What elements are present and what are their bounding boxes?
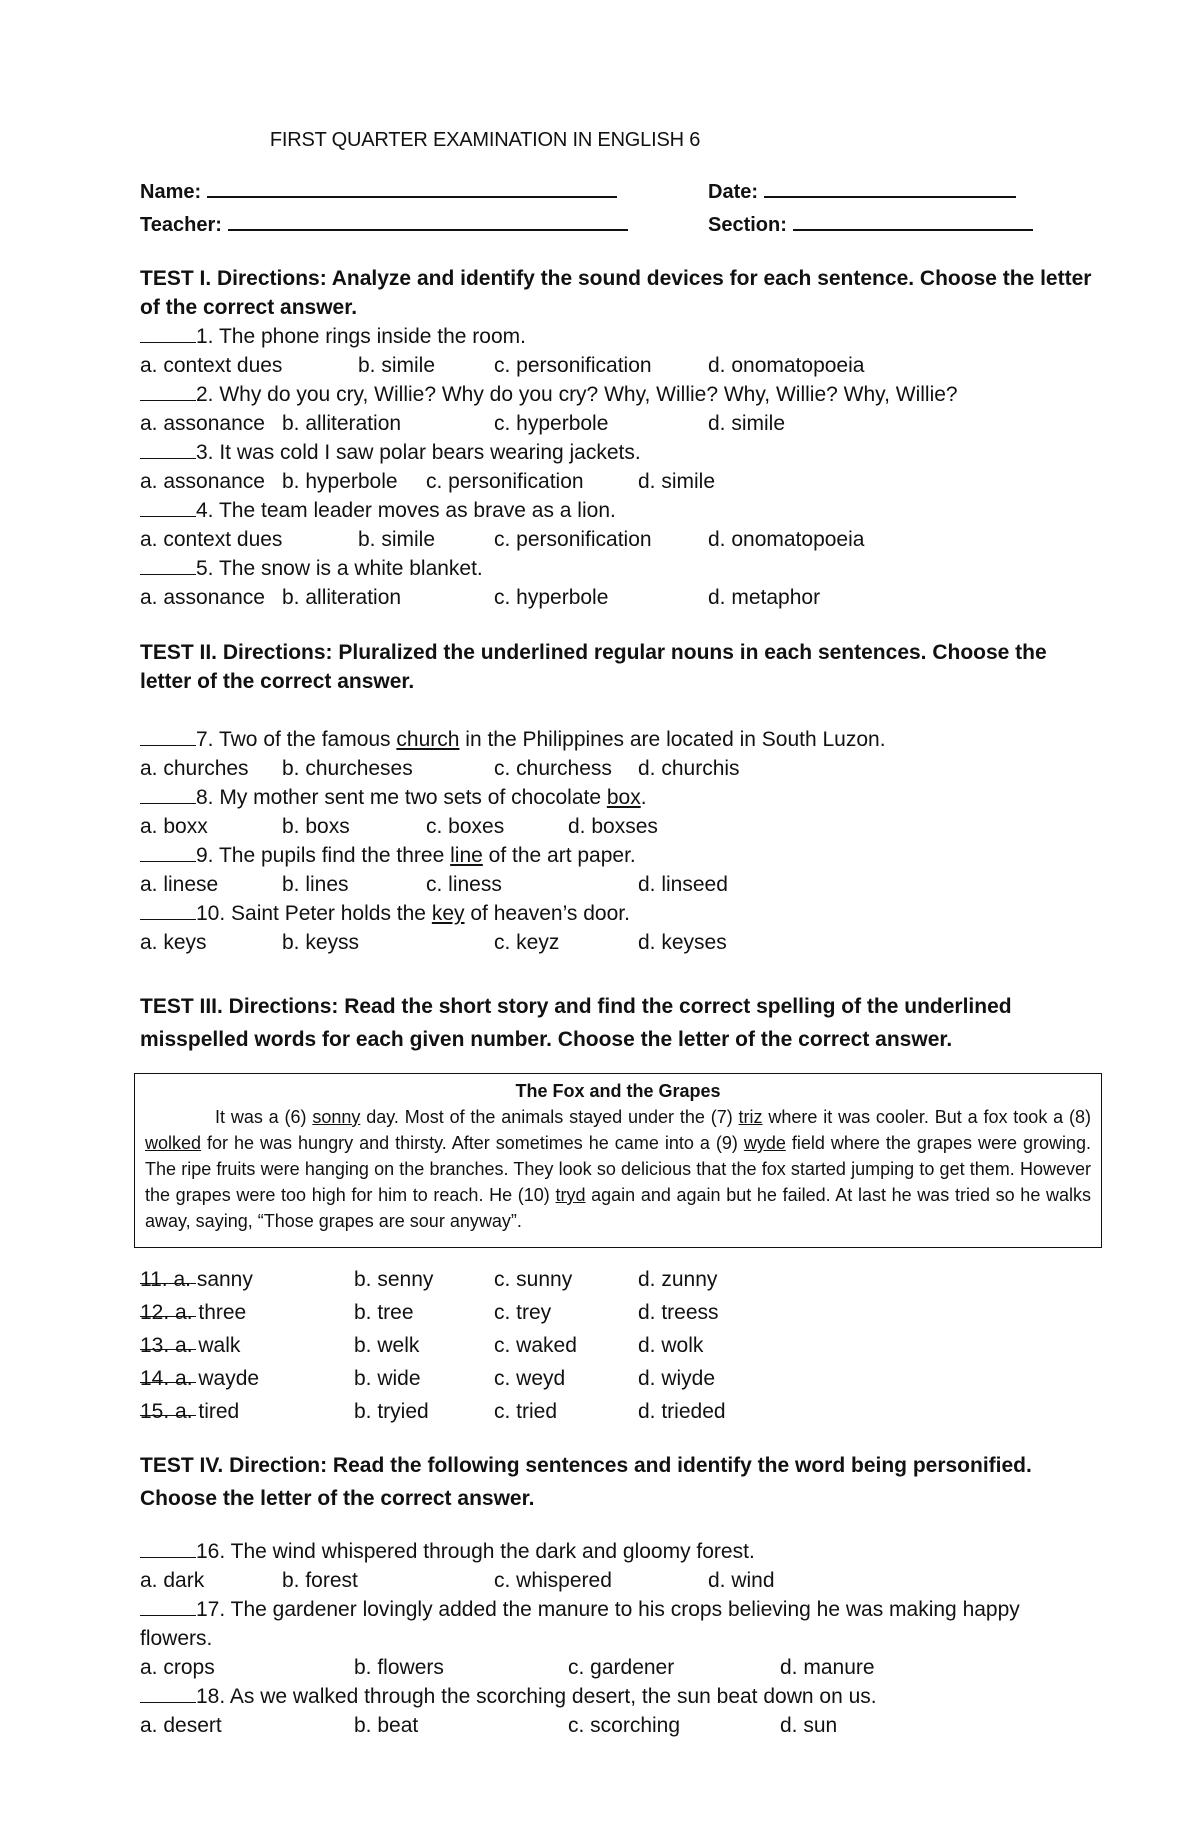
- question-8: 8. My mother sent me two sets of chocolate box.: [140, 783, 1100, 812]
- test1-directions-line2: of the correct answer.: [140, 296, 358, 319]
- answer-blank[interactable]: [140, 1595, 196, 1616]
- name-field: [140, 178, 617, 207]
- option-a: a. crops: [140, 1656, 215, 1679]
- option-c: c. personification: [494, 528, 652, 551]
- test2-directions-line1: TEST II. Directions: Pluralized the underlined regular nouns in each sentences. Choose the: [140, 641, 1047, 664]
- options-5: [140, 583, 1100, 612]
- option-b: b. simile: [358, 354, 436, 377]
- option-d: d. sun: [780, 1714, 838, 1737]
- option-d: d. onomatopoeia: [708, 528, 865, 551]
- misspelled-word-7: triz: [738, 1107, 763, 1127]
- question-14: 14. a. wayde b. wide c. weyd d. wiyde: [140, 1362, 1100, 1395]
- question-11: 11. a. sanny b. senny c. sunny d. zunny: [140, 1263, 1100, 1296]
- option-a: a. assonance: [140, 412, 265, 435]
- options-1: [140, 351, 1100, 380]
- option-b: b. forest: [282, 1569, 358, 1592]
- option-c: c. boxes: [426, 815, 505, 838]
- option-b: b. alliteration: [282, 412, 402, 435]
- test3-items: [140, 1263, 1100, 1428]
- options-7: [140, 754, 1100, 783]
- question-17: 17. The gardener lovingly added the manure to his crops believing he was making happy: [140, 1595, 1100, 1624]
- question-2: 2. Why do you cry, Willie? Why do you cry? Why, Willie? Why, Willie? Why, Willie?: [140, 380, 1100, 409]
- misspelled-word-6: sonny: [312, 1107, 361, 1127]
- exam-title: FIRST QUARTER EXAMINATION IN ENGLISH 6: [269, 129, 701, 151]
- story-title: The Fox and the Grapes: [515, 1081, 721, 1101]
- teacher-field: [140, 211, 628, 240]
- option-d: d. metaphor: [708, 586, 821, 609]
- option-d: d. onomatopoeia: [708, 354, 865, 377]
- section-label: Section:: [708, 214, 787, 236]
- name-line[interactable]: [207, 178, 617, 198]
- option-c: c. liness: [426, 873, 502, 896]
- section-line[interactable]: [793, 211, 1033, 231]
- option-c: c. whispered: [494, 1569, 612, 1592]
- options-10: [140, 928, 1100, 957]
- option-d: d. keyses: [638, 931, 727, 954]
- answer-blank[interactable]: [140, 554, 196, 575]
- option-c: c. personification: [494, 354, 652, 377]
- test4-directions-line2: Choose the letter of the correct answer.: [140, 1487, 535, 1510]
- options-18: [140, 1711, 1100, 1740]
- misspelled-word-8: wolked: [145, 1133, 202, 1153]
- option-b: b. lines: [282, 873, 349, 896]
- date-label: Date:: [708, 181, 759, 203]
- option-a: a. linese: [140, 873, 219, 896]
- question-18: 18. As we walked through the scorching desert, the sun beat down on us.: [140, 1682, 1100, 1711]
- option-c: c. gardener: [568, 1656, 675, 1679]
- option-b: b. simile: [358, 528, 436, 551]
- option-c: c. keyz: [494, 931, 560, 954]
- teacher-line[interactable]: [228, 211, 628, 231]
- option-a: a. context dues: [140, 528, 283, 551]
- answer-blank[interactable]: [140, 1537, 196, 1558]
- question-5: 5. The snow is a white blanket.: [140, 554, 1100, 583]
- option-a: a. churches: [140, 757, 249, 780]
- question-12: 12. a. three b. tree c. trey d. treess: [140, 1296, 1100, 1329]
- date-field: [708, 178, 1016, 207]
- test4-directions: [140, 1449, 1100, 1515]
- option-a: a. assonance: [140, 586, 265, 609]
- story-box: [134, 1073, 1102, 1248]
- option-d: d. simile: [708, 412, 786, 435]
- misspelled-word-9: wyde: [743, 1133, 786, 1153]
- option-a: a. boxx: [140, 815, 208, 838]
- option-c: c. churchess: [494, 757, 612, 780]
- test1-directions-line1: TEST I. Directions: Analyze and identify the sound devices for each sentence. Choose the letter: [140, 267, 1092, 290]
- question-7: 7. Two of the famous church in the Philippines are located in South Luzon.: [140, 725, 1100, 754]
- option-a: a. dark: [140, 1569, 205, 1592]
- misspelled-word-10: tryd: [555, 1185, 586, 1205]
- option-b: b. beat: [354, 1714, 419, 1737]
- option-d: d. boxses: [568, 815, 658, 838]
- option-b: b. churcheses: [282, 757, 413, 780]
- test2-section: [140, 638, 1100, 957]
- answer-blank[interactable]: [140, 496, 196, 517]
- test3-directions: [140, 990, 1100, 1056]
- option-d: d. simile: [638, 470, 716, 493]
- test4-items: [140, 1537, 1100, 1740]
- option-b: b. flowers: [354, 1656, 444, 1679]
- options-2: [140, 409, 1100, 438]
- options-9: [140, 870, 1100, 899]
- question-4: 4. The team leader moves as brave as a lion.: [140, 496, 1100, 525]
- underlined-noun: church: [396, 728, 460, 751]
- story-text: It was a (6) sonny day. Most of the animals stayed under the (7) triz where it was cooler. But a fox took a (8) wolked for he was hungry and thirsty. After sometimes he came into a (9) wyde field where the grapes were growing. The ripe fruits were hanging on the branches. They look so delicious that the fox started jumping to get them. However the grapes were too high for him to reach. He (10) tryd again and again but he failed. At last he was tried so he walks away, saying, “Those grapes are sour anyway”.: [145, 1107, 1091, 1231]
- underlined-noun: line: [450, 844, 483, 867]
- option-c: c. personification: [426, 470, 584, 493]
- question-15: 15. a. tired b. tryied c. tried d. trieded: [140, 1395, 1100, 1428]
- question-1: 1. The phone rings inside the room.: [140, 322, 1100, 351]
- question-9: 9. The pupils find the three line of the art paper.: [140, 841, 1100, 870]
- options-4: [140, 525, 1100, 554]
- option-a: a. context dues: [140, 354, 283, 377]
- answer-blank[interactable]: [140, 783, 196, 804]
- option-a: a. keys: [140, 931, 207, 954]
- option-d: d. wind: [708, 1569, 775, 1592]
- question-17-cont: flowers.: [140, 1627, 213, 1650]
- options-8: [140, 812, 1100, 841]
- answer-blank[interactable]: [140, 380, 196, 401]
- test3-directions-line1: TEST III. Directions: Read the short story and find the correct spelling of the underlined: [140, 995, 1012, 1018]
- option-d: d. linseed: [638, 873, 728, 896]
- date-line[interactable]: [764, 178, 1016, 198]
- option-c: c. hyperbole: [494, 586, 609, 609]
- question-10: 10. Saint Peter holds the key of heaven’s door.: [140, 899, 1100, 928]
- options-17: [140, 1653, 1100, 1682]
- answer-blank[interactable]: [140, 322, 196, 343]
- option-c: c. scorching: [568, 1714, 681, 1737]
- section-field: [708, 211, 1033, 240]
- question-16: 16. The wind whispered through the dark and gloomy forest.: [140, 1537, 1100, 1566]
- test3-directions-line2: misspelled words for each given number. Choose the letter of the correct answer.: [140, 1028, 953, 1051]
- answer-blank[interactable]: [140, 1682, 196, 1703]
- test2-directions-line2: letter of the correct answer.: [140, 670, 415, 693]
- option-d: d. churchis: [638, 757, 740, 780]
- option-a: a. desert: [140, 1714, 222, 1737]
- answer-blank[interactable]: [140, 841, 196, 862]
- answer-blank[interactable]: [140, 899, 196, 920]
- name-label: Name:: [140, 181, 202, 203]
- underlined-noun: key: [431, 902, 465, 925]
- question-13: 13. a. walk b. welk c. waked d. wolk: [140, 1329, 1100, 1362]
- question-3: 3. It was cold I saw polar bears wearing jackets.: [140, 438, 1100, 467]
- option-c: c. hyperbole: [494, 412, 609, 435]
- answer-blank[interactable]: [140, 438, 196, 459]
- option-a: a. assonance: [140, 470, 265, 493]
- underlined-noun: box: [606, 786, 641, 809]
- test1-section: [140, 264, 1100, 612]
- option-b: b. boxs: [282, 815, 350, 838]
- options-16: [140, 1566, 1100, 1595]
- test4-directions-line1: TEST IV. Direction: Read the following sentences and identify the word being personified.: [140, 1454, 1032, 1477]
- options-3: [140, 467, 1100, 496]
- option-d: d. manure: [780, 1656, 875, 1679]
- option-b: b. hyperbole: [282, 470, 398, 493]
- option-b: b. alliteration: [282, 586, 402, 609]
- teacher-label: Teacher:: [140, 214, 222, 236]
- option-b: b. keyss: [282, 931, 360, 954]
- answer-blank[interactable]: [140, 725, 196, 746]
